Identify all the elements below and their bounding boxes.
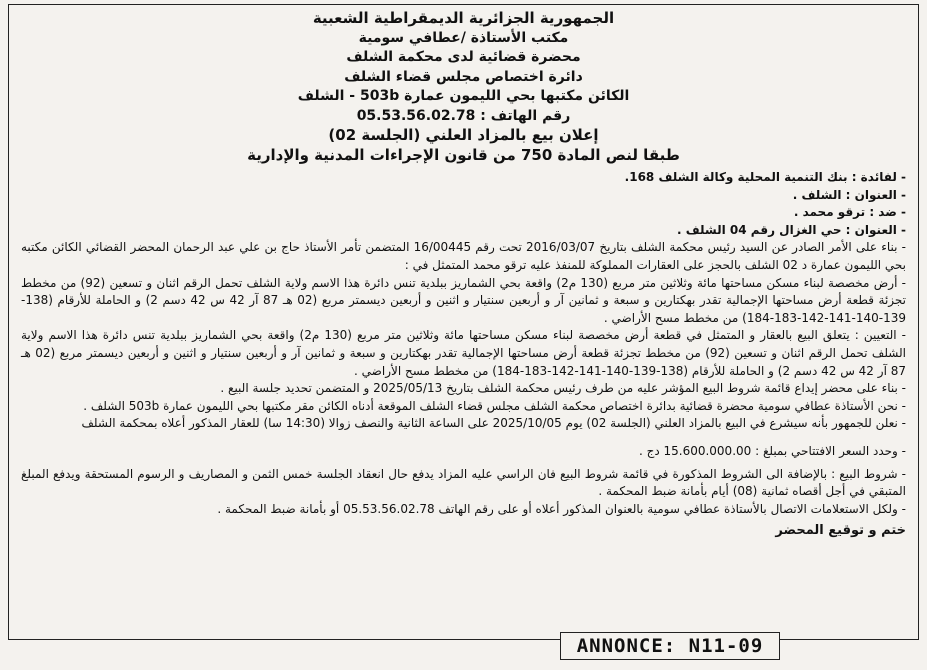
republic-title: الجمهورية الجزائرية الديمقراطية الشعبية [312,9,615,27]
beneficiary-line: - لفائدة : بنك التنمية المحلية وكالة الشلف 168. [624,170,906,184]
annonce-number-box [560,632,780,660]
opening-price-paragraph: - وحدد السعر الافتتاحي بمبلغ : 15.600.000.00 دج . [638,443,906,458]
announcement-title: إعلان بيع بالمزاد العلني (الجلسة 02) [328,126,599,144]
office-role: محضرة قضائية لدى محكمة الشلف [346,49,581,65]
office-name: مكتب الأستاذة /عطافي سومية [358,29,569,46]
bailiff-paragraph: - نحن الأستاذة عطافي سومية محضرة قضائية بدائرة اختصاص محكمة الشلف مجلس قضاء الشلف الموقعة أدناه الكائن مقر مكتبها بحي الليمون عمارة 503b الشلف . [83,398,906,413]
legal-basis: طبقا لنص المادة 750 من قانون الإجراءات المدنية والإدارية [247,145,680,164]
debtor-address: - العنوان : حي الغزال رقم 04 الشلف . [676,222,906,237]
header-block [21,9,906,165]
announcement-body [21,169,906,542]
sale-conditions-paragraph: - شروط البيع : بالإضافة الى الشروط المذكورة في قائمة شروط البيع فان الراسي عليه المزاد يدفع حال انعقاد الجلسة خمس الثمن و المصاريف و الرسوم المستحقة ويدفع المبلغ المتبقي في أجل أقصاه ثمانية (08) أيام بأمانة ضبط المحكمة . [21,466,906,499]
signature-line: ختم و توقيع المحضر [775,523,906,539]
designation-paragraph: - التعيين : يتعلق البيع بالعقار و المتمثل في قطعة أرض مخصصة لبناء مسكن مساحتها مائة وثلاثين متر مربع (130 م2) واقعة بحي الشماريز ببلدية تنس دائرة هذا الاسم ولاية الشلف تحمل الرقم اثنان و تسعين (92) من مخطط تجزئة قطعة أرض مساحتها الإجمالية تقدر بهكتارين و سبعة و ثمانين آر و أربعين سنتيار و اثنين و أربعين ديسمتر مربع (02 هـ 87 آر 42 س 42 دسم 2) و الحاملة للأرقام (138-139-140-141-142-183-184) من مخطط مسح الأراضي . [21,328,907,378]
beneficiary-address: - العنوان : الشلف . [792,187,906,202]
contact-paragraph: - ولكل الاستعلامات الاتصال بالأستاذة عطافي سومية بالعنوان المذكور أعلاه أو على رقم الهاتف 05.53.56.02.78 أو بأمانة ضبط المحكمة . [217,501,906,516]
deposit-paragraph: - بناء على محضر إيداع قائمة شروط البيع المؤشر عليه من طرف رئيس محكمة الشلف بتاريخ 2025/05/13 و المتضمن تحديد جلسة البيع . [220,381,906,396]
court-order-paragraph: - بناء على الأمر الصادر عن السيد رئيس محكمة الشلف بتاريخ 2016/03/07 تحت رقم 16/00445 المتضمن تأمر الأستاذ حاج بن علي عبد الرحمان المحضر القضائي الكائن مكتبه بحي الليمون عمارة د 02 الشلف بالحجز على العقارات المملوكة للمنفذ عليه ترقو محمد المتمثل في : [21,240,906,272]
announcement-frame [8,4,919,640]
office-address: الكائن مكتبها بحي الليمون عمارة 503b - الشلف [297,88,630,104]
debtor-line: - ضد : ترقو محمد . [793,205,906,220]
office-phone: رقم الهاتف : 05.53.56.02.78 [356,107,571,124]
jurisdiction: دائرة اختصاص مجلس قضاء الشلف [344,68,583,85]
auction-notice-paragraph: - نعلن للجمهور بأنه سيشرع في البيع بالمزاد العلني (الجلسة 02) يوم 2025/10/05 على الساعة الثانية والنصف زوالا (14:30 سا) للعقار المذكور أعلاه بمحكمة الشلف [81,416,906,431]
property-description-paragraph: - أرض مخصصة لبناء مسكن مساحتها مائة وثلاثين متر مربع (130 م2) واقعة بحي الشماريز ببلدية تنس دائرة هذا الاسم ولاية الشلف تحمل الرقم اثنان و تسعين (92) من مخطط تجزئة قطعة أرض مساحتها الإجمالية تقدر بهكتارين و سبعة و ثمانين آر و أربعين سنتيار و اثنين و أربعين ديسمتر مربع (02 هـ 87 آر 42 س 42 دسم 2) و الحاملة للأرقام (138-139-140-141-142-183-184) من مخطط مسح الأراضي . [21,275,907,325]
annonce-number: ANNONCE: N11-09 [576,635,764,657]
